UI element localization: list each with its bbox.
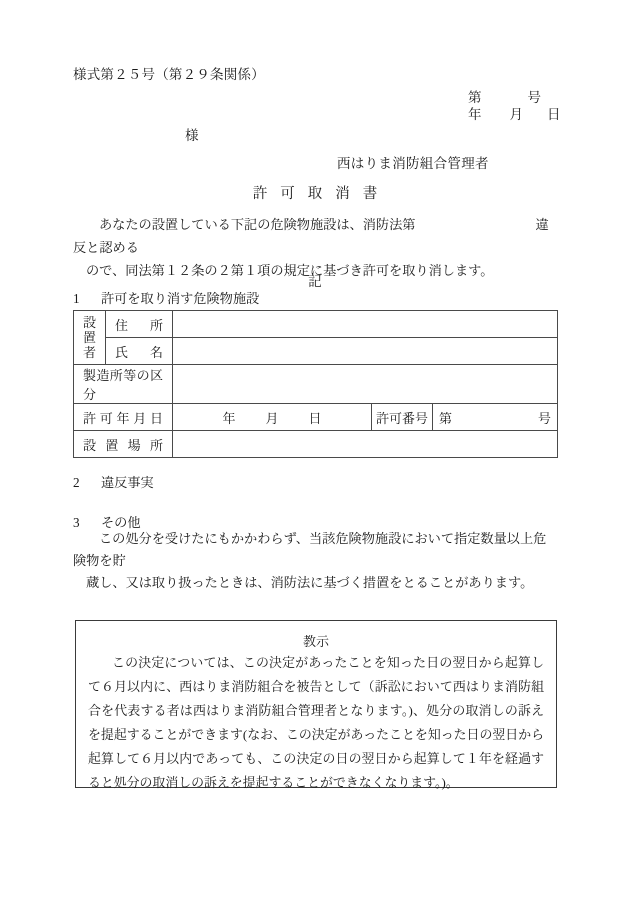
addressee-honorific: 様: [185, 128, 199, 143]
table-row-name: [74, 338, 558, 365]
location-value-cell[interactable]: [173, 431, 558, 458]
facility-table: [73, 310, 558, 458]
permit-number-inner: [433, 404, 557, 430]
section-3-body-line-2: 蔵し、又は取り扱ったときは、消防法に基づく措置をとることがあります。: [86, 575, 534, 590]
installer-char-3: 者: [82, 345, 96, 360]
permit-date-label: 許可年月日: [83, 410, 163, 426]
name-value-cell[interactable]: [173, 338, 558, 365]
section-3-body: [73, 528, 557, 594]
permit-date-label-cell: [74, 404, 173, 431]
section-1-heading: [73, 288, 259, 307]
table-row-location: [74, 431, 558, 458]
category-label: 製造所等の区分: [83, 368, 163, 402]
permit-number-value-cell[interactable]: [433, 404, 558, 431]
page-title: 許可取消書: [252, 186, 391, 202]
permit-number-label-cell: [372, 404, 433, 431]
section-3-body-line-1: この処分を受けたにもかかわらず、当該危険物施設において指定数量以上危険物を貯: [73, 531, 547, 568]
installer-char-1: 設: [82, 315, 96, 330]
section-3-title: その他: [101, 515, 141, 530]
date-year-label: 年: [468, 107, 482, 122]
permit-number-suffix: 号: [537, 410, 551, 426]
section-2-title: 違反事実: [101, 475, 154, 490]
form-number: 様式第２５号（第２９条関係）: [73, 67, 265, 82]
issuer-name: 西はりま消防組合管理者: [337, 156, 489, 171]
address-label: 住所: [115, 317, 163, 333]
section-3-number: 3: [73, 515, 80, 530]
document-number-prefix: 第: [468, 90, 482, 105]
body-line-1-b: 違反と認める: [73, 217, 549, 255]
ki-mark: 記: [308, 274, 322, 289]
permit-month-label: 月: [265, 410, 279, 426]
table-row-address: [74, 311, 558, 338]
date-day-label: 日: [547, 107, 561, 122]
permit-date-value-cell[interactable]: [173, 404, 372, 431]
notice-text: この決定については、この決定があったことを知った日の翌日から起算して６月以内に、西はりま消防組合を被告として（訴訟において西はりま消防組合を代表する者は西はりま消防組合管理者となります。)、処分の取消しの訴えを提起することができます(なお、この決定があったことを知った日の翌日から起算して６月以内であっても、この決定の日の翌日から起算して１年を経過すると処分の取消しの訴えを提起することができなくなります。)。: [88, 656, 544, 790]
section-2-number: 2: [73, 475, 80, 490]
section-1-title: 許可を取り消す危険物施設: [101, 291, 260, 306]
table-row-permit: [74, 404, 558, 431]
address-value-cell[interactable]: [173, 311, 558, 338]
permit-year-label: 年: [222, 410, 236, 426]
document-date-line: [468, 103, 561, 123]
body-line-1-a: あなたの設置している下記の危険物施設は、消防法第: [99, 217, 416, 232]
category-label-cell: [74, 365, 173, 404]
table-row-category: [74, 365, 558, 404]
body-line-1: [73, 213, 557, 259]
section-2-heading: [73, 472, 154, 491]
notice-box: [75, 620, 557, 788]
location-label: 設置場所: [83, 437, 163, 453]
notice-title: 教示: [302, 634, 329, 649]
name-label: 氏名: [115, 344, 163, 360]
permit-day-label: 日: [308, 410, 322, 426]
body-line-2: ので、同法第１２条の２第１項の規定に基づき許可を取り消します。: [86, 263, 494, 278]
permit-number-label: 許可番号: [375, 410, 428, 426]
category-value-cell[interactable]: [173, 365, 558, 404]
name-label-cell: [106, 338, 173, 365]
installer-char-2: 置: [82, 330, 96, 345]
date-month-label: 月: [509, 107, 523, 122]
installer-label-cell: [74, 311, 106, 365]
document-number-suffix: 号: [527, 90, 541, 105]
address-label-cell: [106, 311, 173, 338]
permit-number-prefix: 第: [439, 410, 453, 426]
section-1-number: 1: [73, 291, 80, 306]
location-label-cell: [74, 431, 173, 458]
